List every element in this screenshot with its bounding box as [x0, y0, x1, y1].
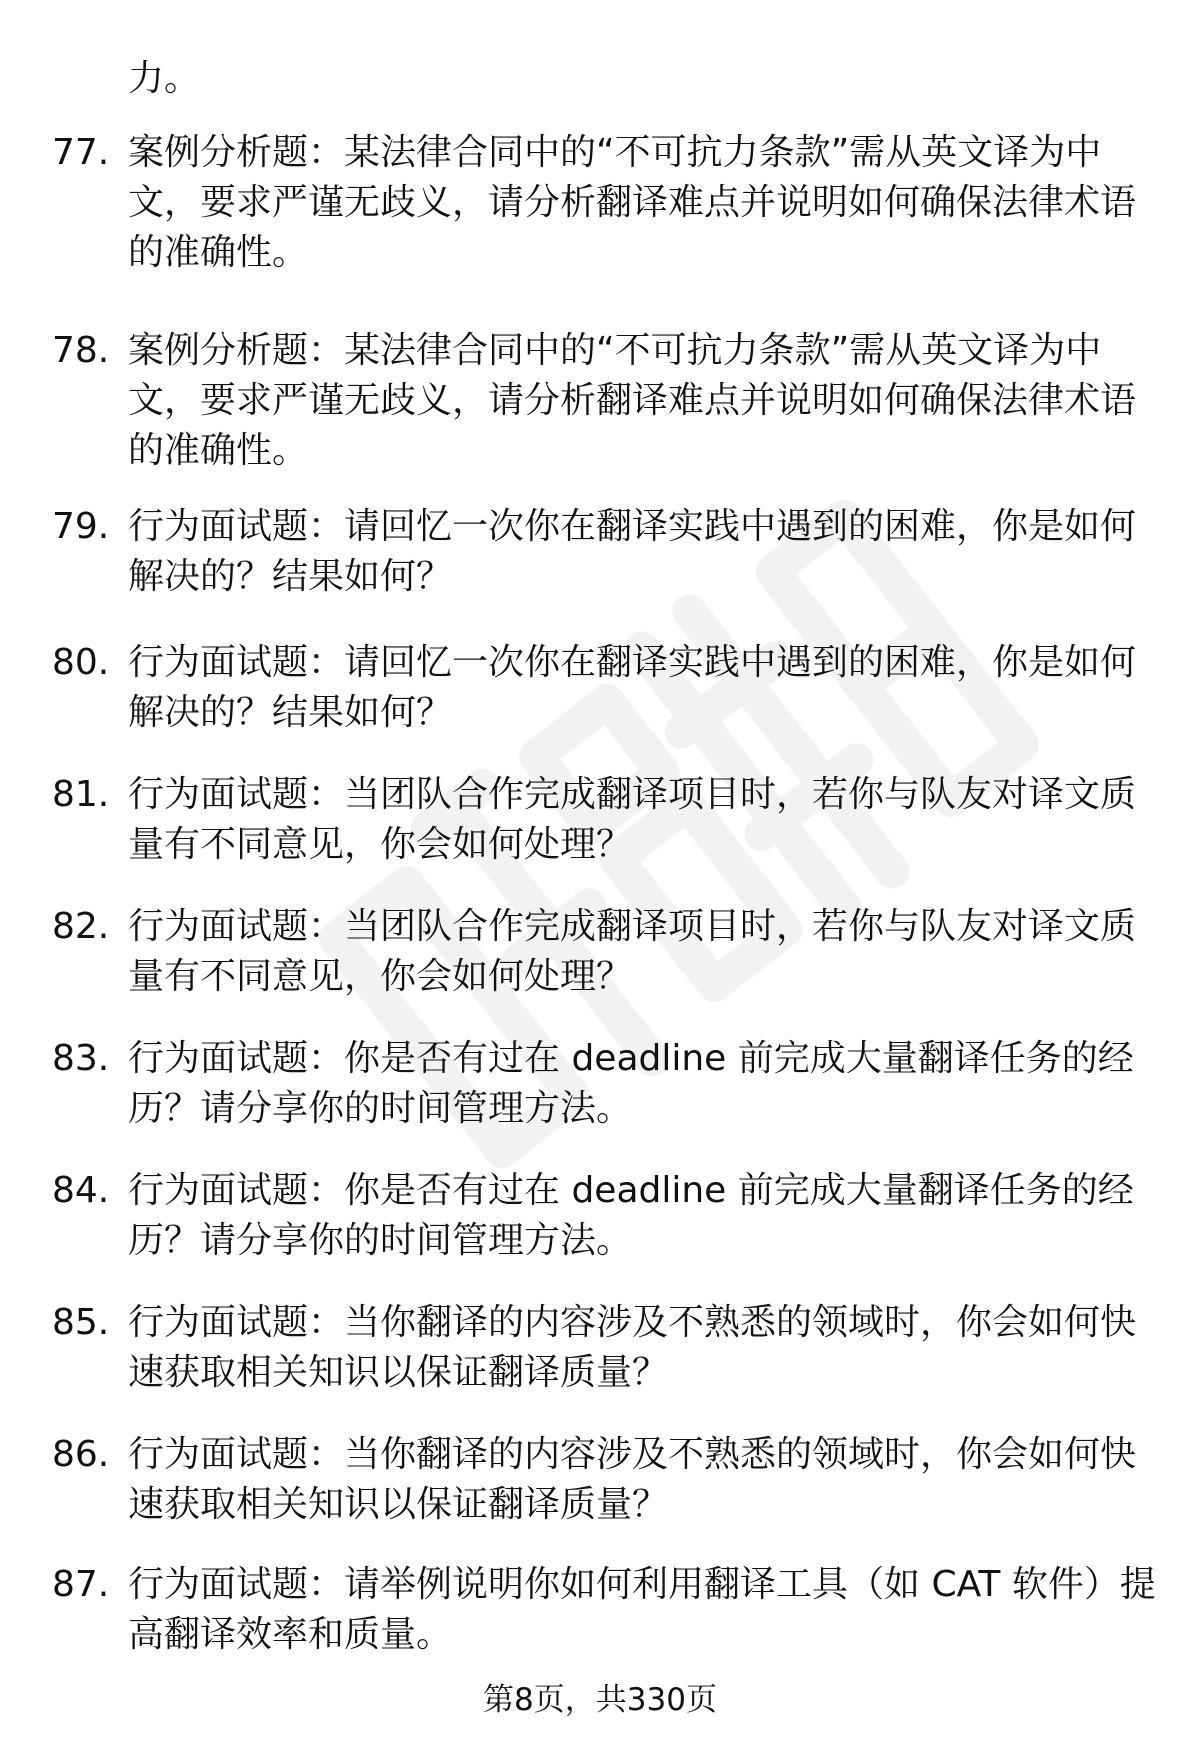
- question-number: 81.: [52, 774, 110, 815]
- question-line: 行为面试题：当团队合作完成翻译项目时，若你与队友对译文质: [128, 774, 1137, 815]
- question-line: 行为面试题：你是否有过在 deadline 前完成大量翻译任务的经: [128, 1038, 1134, 1079]
- question-text: [128, 502, 1148, 602]
- question-text: [128, 128, 1148, 278]
- question-text: [128, 902, 1148, 1002]
- question-text: [128, 638, 1148, 738]
- question-line: 量有不同意见，你会如何处理？: [128, 824, 633, 865]
- continuation-line: 力。: [128, 58, 201, 99]
- question-line: 案例分析题：某法律合同中的“不可抗力条款”需从英文译为中: [128, 132, 1102, 173]
- question-text: [128, 326, 1148, 476]
- question-line: 的准确性。: [128, 430, 309, 471]
- question-line: 案例分析题：某法律合同中的“不可抗力条款”需从英文译为中: [128, 330, 1102, 371]
- question-text: [128, 1560, 1156, 1660]
- question-line: 解决的？结果如何？: [128, 556, 453, 597]
- question-line: 高翻译效率和质量。: [128, 1614, 453, 1655]
- question-number: 78.: [52, 330, 110, 371]
- question-text: [128, 1430, 1148, 1530]
- page-number-footer: 第8页，共330页: [483, 1682, 717, 1718]
- question-number: 84.: [52, 1170, 110, 1211]
- question-line: 解决的？结果如何？: [128, 692, 453, 733]
- question-line: 行为面试题：当团队合作完成翻译项目时，若你与队友对译文质: [128, 906, 1137, 947]
- question-line: 量有不同意见，你会如何处理？: [128, 956, 633, 997]
- question-number: 82.: [52, 906, 110, 947]
- question-line: 文，要求严谨无歧义，请分析翻译难点并说明如何确保法律术语: [128, 380, 1137, 421]
- question-line: 历？请分享你的时间管理方法。: [128, 1220, 633, 1261]
- question-number: 87.: [52, 1564, 110, 1605]
- question-line: 行为面试题：当你翻译的内容涉及不熟悉的领域时，你会如何快: [128, 1434, 1137, 1475]
- question-line: 的准确性。: [128, 232, 309, 273]
- question-line: 行为面试题：当你翻译的内容涉及不熟悉的领域时，你会如何快: [128, 1302, 1137, 1343]
- question-number: 80.: [52, 642, 110, 683]
- question-line: 速获取相关知识以保证翻译质量？: [128, 1352, 669, 1393]
- question-number: 85.: [52, 1302, 110, 1343]
- question-line: 历？请分享你的时间管理方法。: [128, 1088, 633, 1129]
- question-text: [128, 1034, 1148, 1134]
- question-number: 83.: [52, 1038, 110, 1079]
- question-line: 速获取相关知识以保证翻译质量？: [128, 1484, 669, 1525]
- question-text: [128, 1166, 1148, 1266]
- question-number: 77.: [52, 132, 110, 173]
- question-number: 79.: [52, 506, 110, 547]
- question-line: 行为面试题：你是否有过在 deadline 前完成大量翻译任务的经: [128, 1170, 1134, 1211]
- question-text: [128, 770, 1148, 870]
- question-number: 86.: [52, 1434, 110, 1475]
- question-line: 文，要求严谨无歧义，请分析翻译难点并说明如何确保法律术语: [128, 182, 1137, 223]
- question-line: 行为面试题：请回忆一次你在翻译实践中遇到的困难，你是如何: [128, 642, 1137, 683]
- question-line: 行为面试题：请举例说明你如何利用翻译工具（如 CAT 软件）提: [128, 1564, 1156, 1605]
- question-line: 行为面试题：请回忆一次你在翻译实践中遇到的困难，你是如何: [128, 506, 1137, 547]
- question-text: [128, 1298, 1148, 1398]
